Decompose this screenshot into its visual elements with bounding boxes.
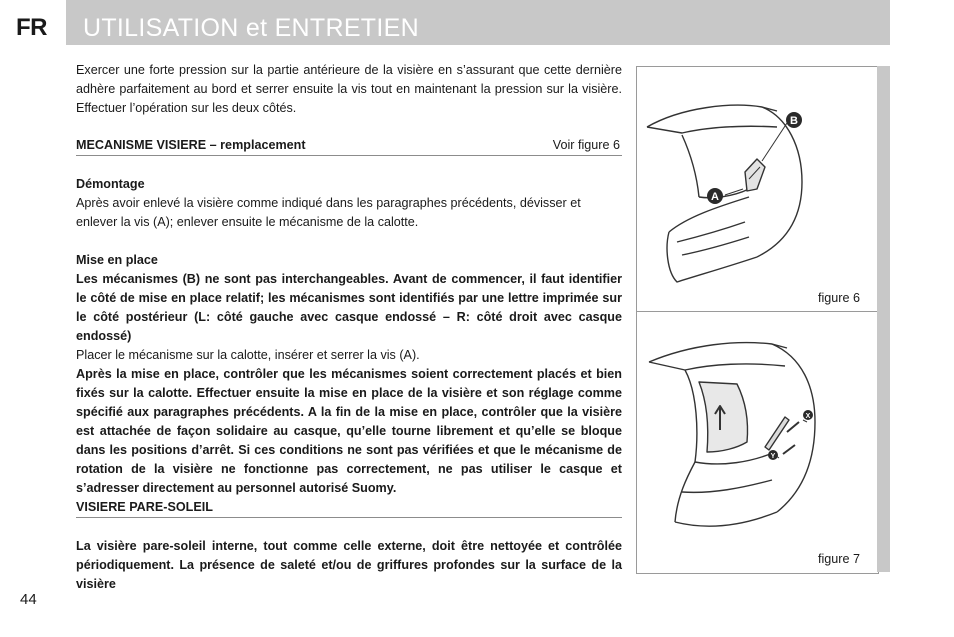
section-title: VISIERE PARE-SOLEIL	[76, 500, 213, 514]
section-heading-pare-soleil	[76, 499, 622, 518]
label-a-text: A	[711, 191, 719, 203]
section-heading-mecanisme	[76, 137, 622, 156]
demontage-text: Après avoir enlevé la visière comme indiqué dans les paragraphes précédents, dévisser et enlever la vis (A); enlever ensuite le mécanisme de la calotte.	[76, 196, 581, 229]
intro-paragraph	[76, 61, 622, 118]
label-b	[786, 112, 802, 128]
helmet-mechanism-illustration	[637, 67, 878, 312]
mise-bold-text-2: Après la mise en place, contrôler que les mécanismes soient correctement placés et bien fixés sur la calotte. Effectuer ensuite la mise en place de la visière et son réglage comme spécifié aux paragraphes précédents. A la fin de la mise en place, contrôler que la visière est attachée de façon solidaire au casque, qu’elle tourne librement et qu’elle se bloque dans les positions d’arrêt. Si ces conditions ne sont pas vérifiées et que le mécanisme de rotation de la visière ne fonctionne pas correctement, ne pas utiliser le casque et s’adresser directement au personnel autorisé Suomy.	[76, 367, 622, 495]
demontage-block	[76, 175, 622, 232]
demontage-title: Démontage	[76, 177, 145, 191]
mise-title: Mise en place	[76, 253, 158, 267]
section-title: MECANISME VISIERE – remplacement	[76, 138, 306, 152]
figure-7	[636, 311, 879, 574]
pare-soleil-text: La visière pare-soleil interne, tout comme celle externe, doit être nettoyée et contrôlée périodiquement. La présence de saleté et/ou de griffures profondes sur la surface de la visière	[76, 539, 622, 591]
mise-en-place-block	[76, 251, 622, 498]
figure-6	[636, 66, 879, 313]
label-y-text: Y	[770, 453, 776, 460]
label-x	[803, 410, 813, 420]
label-a	[707, 188, 723, 204]
label-y	[768, 450, 778, 460]
mise-bold-text: Les mécanismes (B) ne sont pas interchangeables. Avant de commencer, il faut identifier le côté de mise en place relatif; les mécanismes sont identifiés par une lettre imprimée sur le côté postérieur (L: côté gauche avec casque endossé – R: côté droit avec casque endossé)	[76, 272, 622, 343]
label-b-text: B	[790, 115, 798, 127]
language-code: FR	[16, 14, 47, 41]
page-title: UTILISATION et ENTRETIEN	[83, 14, 419, 42]
page-number: 44	[20, 591, 37, 608]
figure-sidebar-strip	[877, 66, 890, 572]
pare-soleil-block	[76, 537, 622, 594]
helmet-sun-visor-illustration	[637, 312, 878, 573]
title-bar	[66, 0, 890, 45]
figure-6-caption: figure 6	[817, 291, 860, 305]
mise-plain-text: Placer le mécanisme sur la calotte, insérer et serrer la vis (A).	[76, 348, 420, 362]
figure-7-caption: figure 7	[817, 552, 860, 566]
intro-text: Exercer une forte pression sur la partie antérieure de la visière en s’assurant que cette dernière adhère parfaitement au bord et serrer ensuite la vis tout en maintenant la pression sur la visière. Effectuer l’opération sur les deux côtés.	[76, 63, 622, 115]
figure-reference: Voir figure 6	[552, 138, 620, 152]
label-x-text: X	[805, 413, 811, 420]
